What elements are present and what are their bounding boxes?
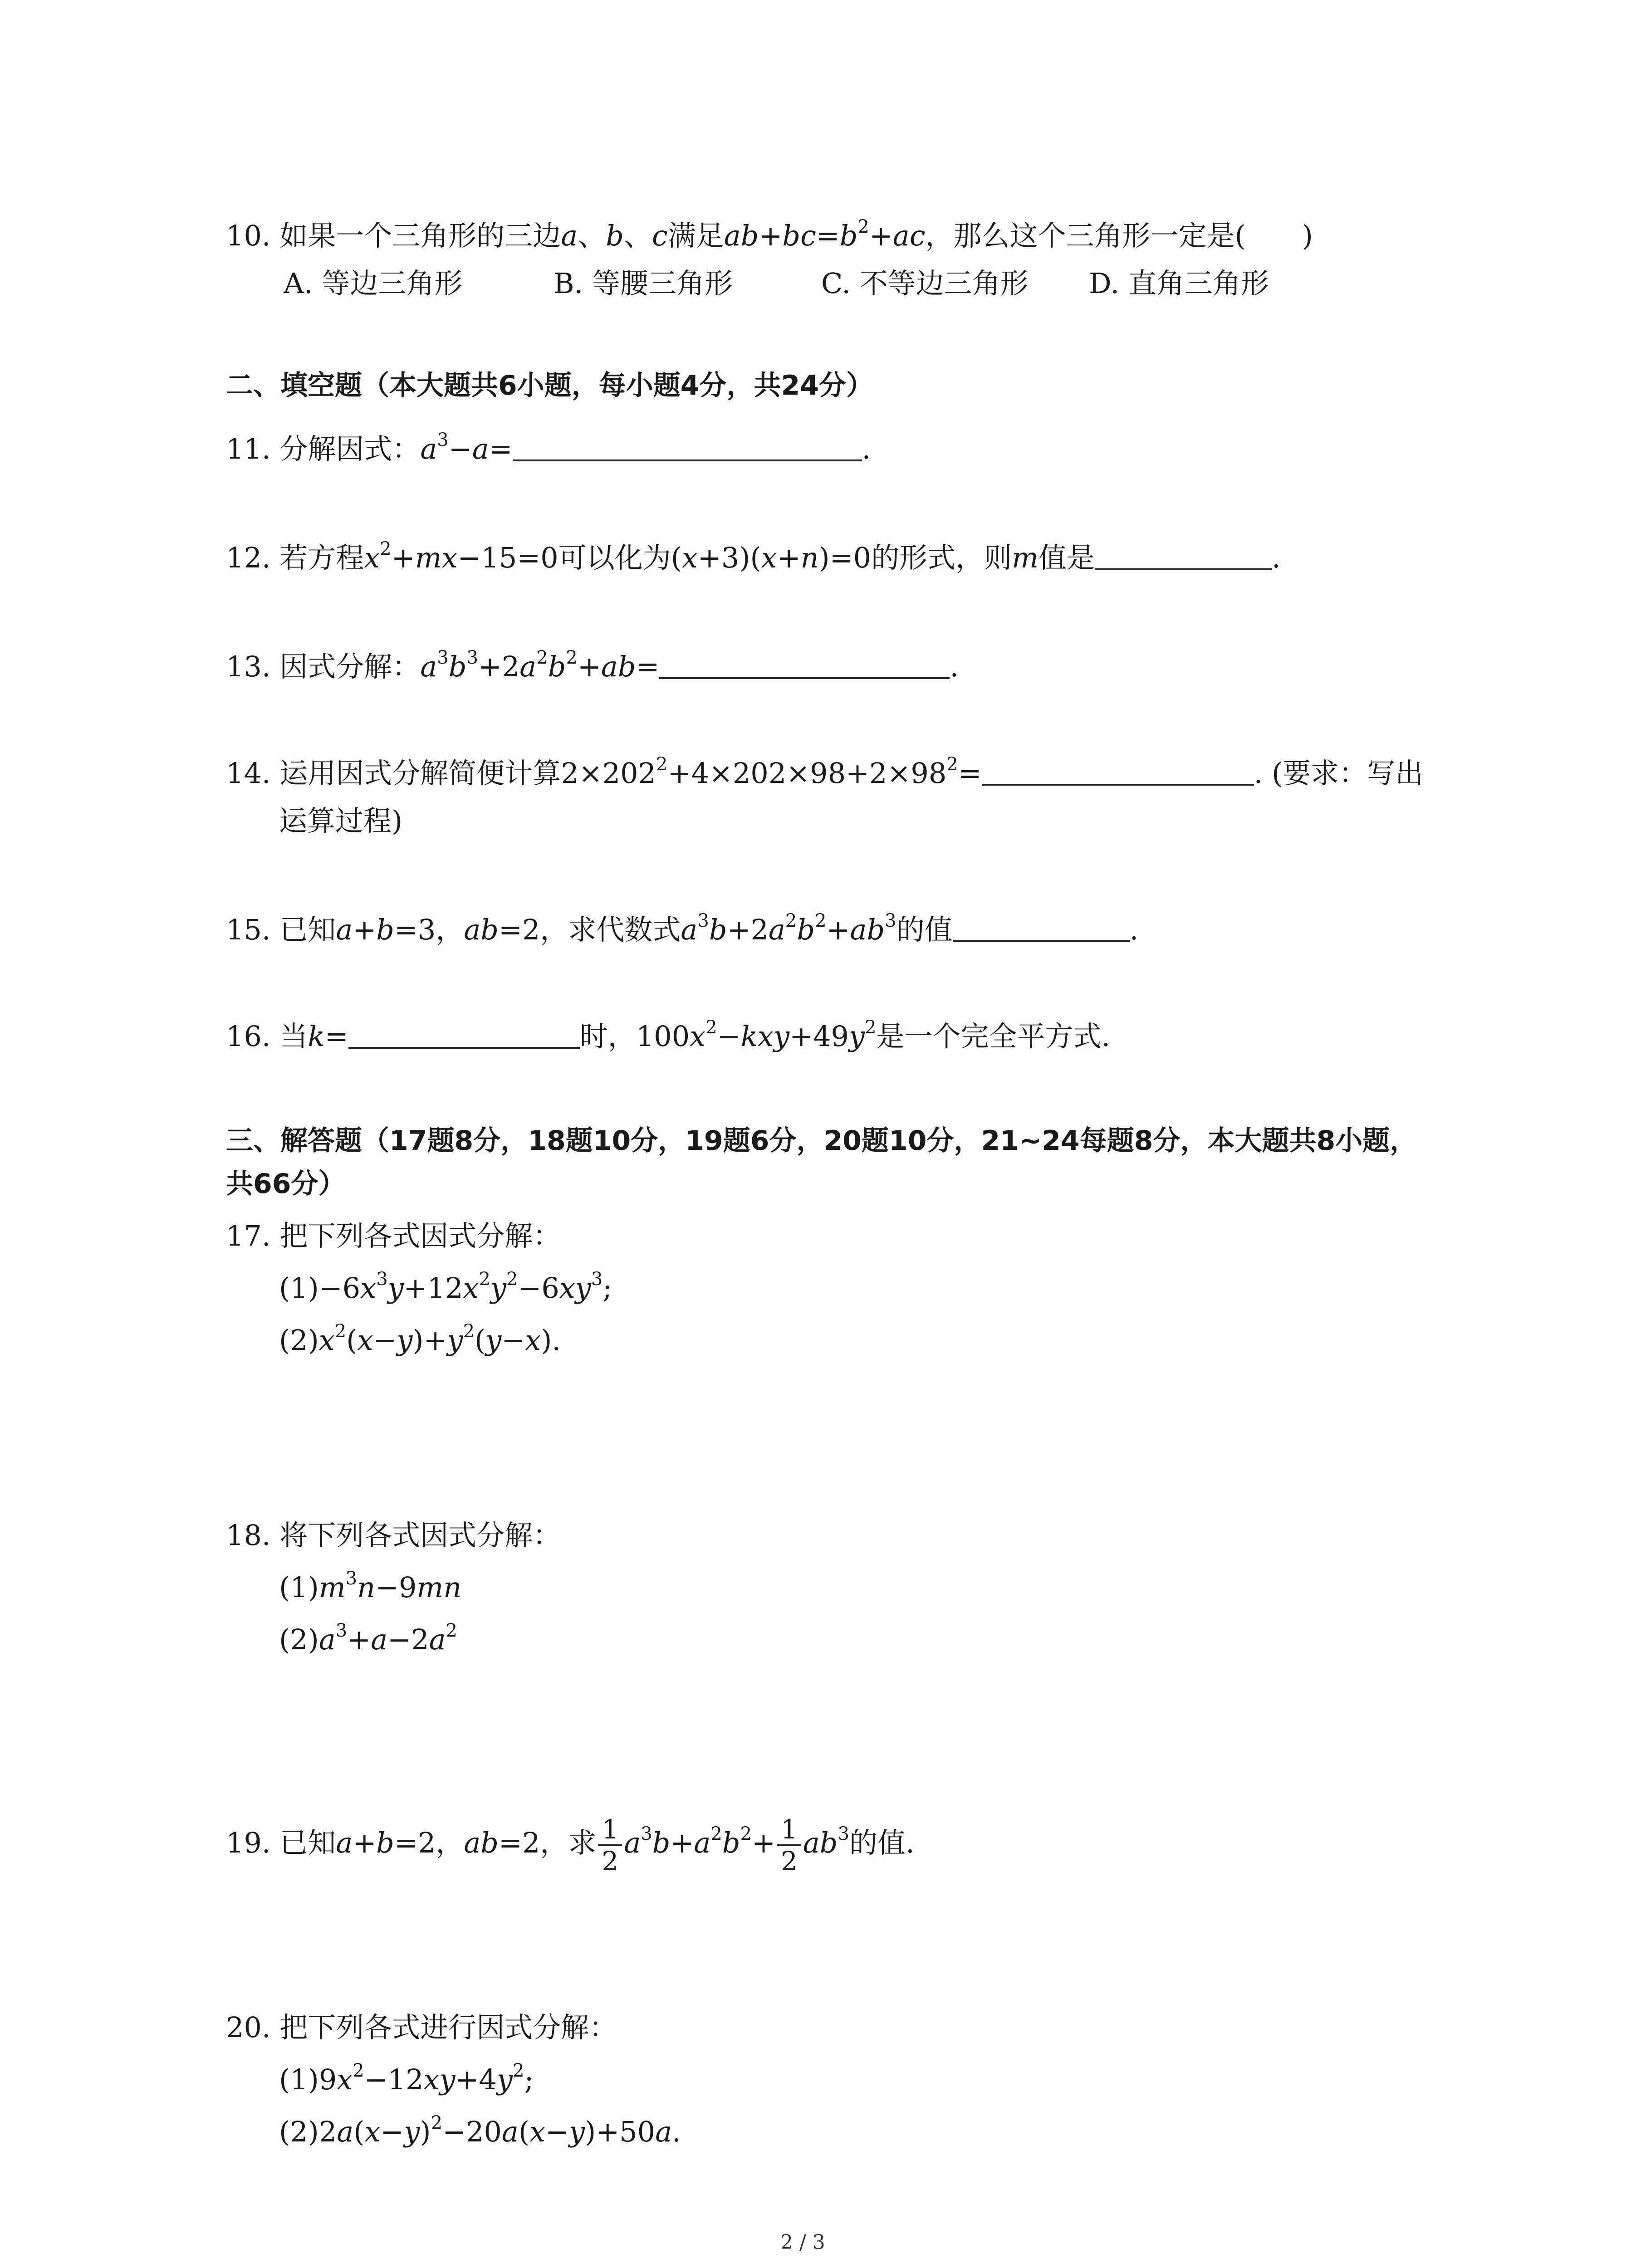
q14-line2: 运算过程) bbox=[279, 804, 403, 837]
q20-part1: $(1)9x^2-12xy+4y^2$; bbox=[279, 2060, 534, 2096]
q17-part1: $(1)-6x^3y+12x^2y^2-6xy^3$; bbox=[279, 1269, 612, 1305]
page-number: 2 / 3 bbox=[780, 2231, 825, 2254]
q10-option-a: A. 等边三角形 bbox=[284, 267, 463, 300]
section3-title-line1: 三、解答题（17题8分，18题10分，19题6分，20题10分，21~24每题8分，本大题共8小题， bbox=[226, 1125, 1417, 1157]
q16: 16. 当k= 时，$100x^2-kxy+49y^2$是一个完全平方式. bbox=[226, 1017, 1111, 1053]
q20-stem: 20. 把下列各式进行因式分解： bbox=[226, 2011, 617, 2044]
q14: 14. 运用因式分解简便计算$2\times 202^2+4\times 202\times 98+2\times 98^2=$ . (要求：写出 bbox=[226, 754, 1424, 790]
section3-title-line2: 共66分） bbox=[226, 1168, 346, 1200]
q12-answer-blank[interactable] bbox=[1095, 541, 1272, 570]
q16-answer-blank[interactable] bbox=[348, 1020, 580, 1049]
q10-stem: 10. 如果一个三角形的三边a、b、c满足$ab+bc=b^2+ac$，那么这个三角形一定是( ) bbox=[226, 216, 1313, 252]
section2-title: 二、填空题（本大题共6小题，每小题4分，共24分） bbox=[226, 370, 873, 401]
q13: 13. 因式分解：$a^3b^3+2a^2b^2+ab=$ . bbox=[226, 647, 959, 683]
q17-stem: 17. 把下列各式因式分解： bbox=[226, 1219, 561, 1252]
fraction-one-half: $\frac{1}{2}$ bbox=[598, 1814, 622, 1876]
q10-option-c: C. 不等边三角形 bbox=[821, 267, 1029, 300]
q20-part2: $(2)2a(x-y)^2-20a(x-y)+50a$. bbox=[279, 2112, 681, 2148]
q10-option-d: D. 直角三角形 bbox=[1089, 267, 1269, 300]
q15-answer-blank[interactable] bbox=[953, 913, 1130, 942]
q18-stem: 18. 将下列各式因式分解： bbox=[226, 1519, 561, 1552]
fraction-one-half: $\frac{1}{2}$ bbox=[777, 1814, 801, 1876]
q12: 12. 若方程$x^2+mx-15=0$可以化为(x+3)(x+n)=0的形式，则m值是 . bbox=[226, 538, 1281, 574]
q11-answer-blank[interactable] bbox=[513, 432, 862, 461]
q18-part2: $(2)a^3+a-2a^2$ bbox=[279, 1620, 457, 1656]
q14-answer-blank[interactable] bbox=[982, 757, 1254, 786]
q19: 19. 已知a+b=2，ab=2，求 $\frac{1}{2}$ $a^3b+a^2b^2+$ $\frac{1}{2}$ $ab^3$的值. bbox=[226, 1814, 915, 1877]
q10-option-b: B. 等腰三角形 bbox=[554, 267, 733, 300]
q13-answer-blank[interactable] bbox=[659, 650, 950, 679]
q11: 11. 分解因式：$a^3-a=$ . bbox=[226, 430, 871, 465]
q15: 15. 已知a+b=3，ab=2，求代数式$a^3b+2a^2b^2+ab^3$的值 . bbox=[226, 910, 1139, 946]
q17-part2: $(2)x^2(x-y)+y^2(y-x)$. bbox=[279, 1321, 561, 1357]
q18-part1: $(1)m^3n-9mn$ bbox=[279, 1568, 462, 1604]
